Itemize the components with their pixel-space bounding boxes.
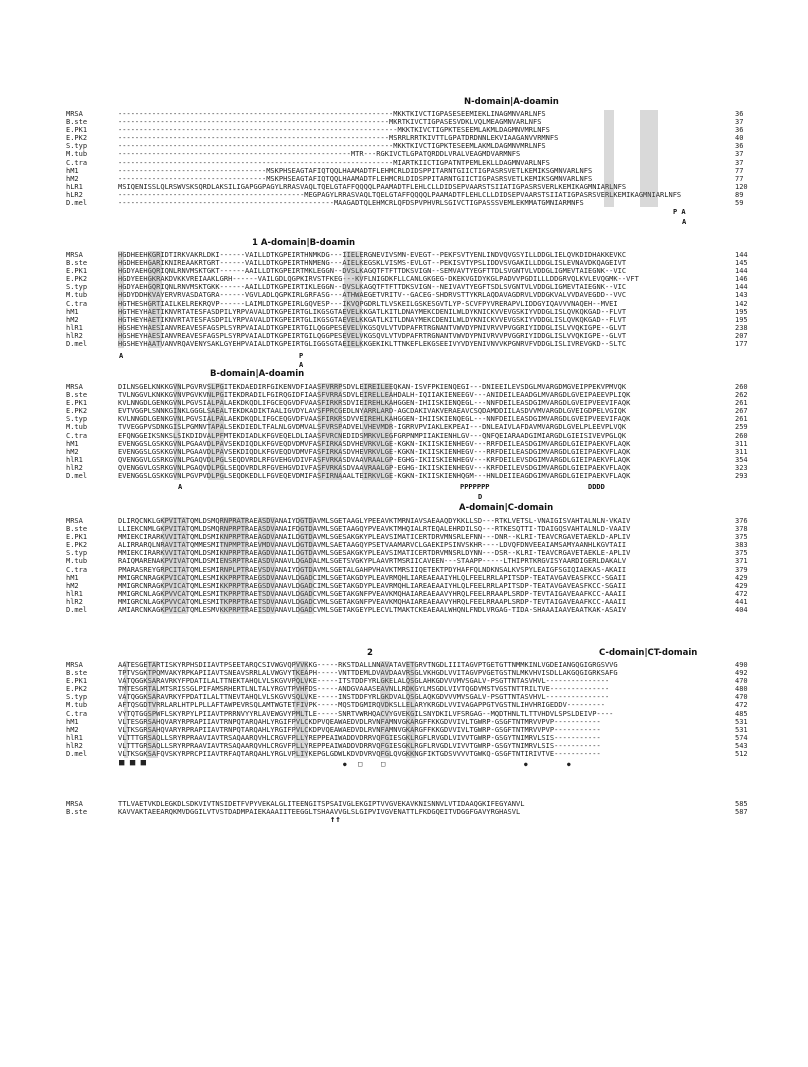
sequence-row xyxy=(66,291,756,299)
species-name: E.PK2 xyxy=(66,134,88,143)
sequence-row xyxy=(66,582,756,590)
residue-position: 59 xyxy=(735,199,744,208)
sequence-row xyxy=(66,440,756,448)
residue-position: 260 xyxy=(735,383,748,391)
sequence-text: ------------------------------------------------------------------MKKTKIVCTIGPKTESEEMLAKMLDAGMNVMRLNFS xyxy=(118,126,550,135)
alignment-rows xyxy=(66,251,756,348)
residue-position: 261 xyxy=(735,415,748,424)
species-name: hlR1 xyxy=(66,323,83,332)
alignment-block-1 xyxy=(66,110,756,207)
residue-position: 404 xyxy=(735,606,748,615)
sequence-row xyxy=(66,525,756,533)
species-name: B.ste xyxy=(66,808,88,817)
species-name: C.tra xyxy=(66,565,88,574)
residue-position: 195 xyxy=(735,307,748,316)
species-name: E.PK2 xyxy=(66,541,88,550)
site-marker: P A xyxy=(673,208,686,216)
sequence-text: EVENGGSLGSKKGVNLPGAAVDLPAVSEKDIQDLKFGVEQDVDMVFASFIRKASDVHEVRKVLGE-KGKN-IKIISKIENHEGV---RRFDEILEASDGIMVARGDLGIEIPAEKVFLAQK xyxy=(118,439,631,448)
sequence-row xyxy=(66,726,756,734)
sequence-row xyxy=(66,734,756,742)
species-name: hM1 xyxy=(66,307,79,316)
sequence-row xyxy=(66,407,756,415)
species-name: D.mel xyxy=(66,199,88,208)
sequence-row xyxy=(66,606,756,614)
filled-circle-marker: ● xyxy=(567,761,571,768)
sequence-text: HGSHEYHAESIANVREAVESFAGSPLSYRPVAIALDTKGPEIRTGILQGGPESEVELVKGSQVLVTVDPAFRTRGNANTVWVDYPNIVRVVPVGGRIYIDDGLISLVVQKIGPE--GLVT xyxy=(118,323,627,332)
species-name: MRSA xyxy=(66,383,83,391)
species-name: S.typ xyxy=(66,415,88,424)
species-name: S.typ xyxy=(66,283,88,292)
species-name: hlR1 xyxy=(66,455,83,464)
sequence-text: EVTVGGPLSNNKGINKLGGGLSAEALTEKDKADIKTAALIGVDYLAVSFPRCGEDLNYARRLARD-AGCDAKIVAKVERAEAVCSQDAMDDIILASDVVMVARGDLGVEIGDPELVGIQK xyxy=(118,407,627,416)
sequence-row xyxy=(66,517,756,525)
residue-position: 531 xyxy=(735,725,748,734)
sequence-row xyxy=(66,566,756,574)
sequence-text: AFTQSGDTVRRLARLHTPLPLLAFTAWPEVRSQLAMTWGTETFIVPK-----MQSTDGMIRQVDKSLLELARYKRGDLVVIVAGAPPGTVGSTNLIHVHRIGEDDV--------- xyxy=(118,701,605,710)
filled-square-marker: ■ ■ ■ xyxy=(119,758,147,768)
sequence-row xyxy=(66,259,756,267)
residue-position: 311 xyxy=(735,447,748,456)
species-name: hM2 xyxy=(66,581,79,590)
sequence-text: DLIRQCNKLGKPVITATQMLDSMQRNPRATRAEASDVANAIYDGTDAVMLSGETAAGLYPEEAVKTMRNIAVSAEAAQDYKKLLSD---RTKLVETSL-VNAIGISVAHTALNLN-VKAIV xyxy=(118,517,631,525)
sequence-text: VATQGGKSARAVRKYFPDATILALTTNEKTAHQLVLSKGVVPQLVKE-----ITSTDDFYRLGKELALQSGLAHKGDVVVMVSGALV-PSGTTNTASVHVL--------------- xyxy=(118,677,610,686)
residue-position: 470 xyxy=(735,677,748,686)
sequence-text: HGTHESHGRTIAILKELREKRQVP------LAIMLDTKGPEIRLGQVESP---IKVQPGDRLTLVSKEILGSKESGVTLYP-SCVFPYVRERAPVLIDDGYIQAVVVNAQEH--MVEI xyxy=(118,299,618,308)
sequence-row xyxy=(66,175,756,183)
sequence-row xyxy=(66,448,756,456)
species-name: M.tub xyxy=(66,150,88,159)
sequence-text: HGDYDDHKVAYERVRVASDATGRA------VGVLADLQGPKIRLGRFASG---ATHWAEGETVRITV--GACEG-SHDRVSTTYKRLAQDAVAGDRVLVDDGKVALVVDAVEGDD--VVC xyxy=(118,291,627,300)
species-name: E.PK1 xyxy=(66,399,88,408)
residue-position: 480 xyxy=(735,685,748,694)
sequence-text: KVLNNGDLGENKGVNLPGVSIALPALAEKDKQDLIFGCEQGVDFVAASFIRKRSDVIEIREHLKAHGGEN-IHIISKIENQEGL---NNFDEILEASDGIMVARGDLGVEIPVEEVIFAQK xyxy=(118,399,631,408)
site-marker: PPPPPPP xyxy=(460,483,490,491)
sequence-row xyxy=(66,167,756,175)
sequence-row xyxy=(66,183,756,191)
species-name: B.ste xyxy=(66,669,88,678)
residue-position: 378 xyxy=(735,525,748,534)
residue-position: 143 xyxy=(735,291,748,300)
species-name: M.tub xyxy=(66,291,88,300)
sequence-text: HGSHEYHAATVANVRQAVENYSAKLGYEHPVAIALDTKGPEIRTGLIGGSGTAEIELKKGEKIKLTTNKEFLEKGSEEIVYVDYENIVNVVKPGNRVFVDDGLISLIVREVGKD--SLTC xyxy=(118,340,627,349)
species-name: B.ste xyxy=(66,259,88,268)
domain-label-n-a: N-domain|A-doamin xyxy=(464,97,559,107)
site-marker: A xyxy=(119,352,124,360)
species-name: E.PK2 xyxy=(66,275,88,284)
residue-position: 145 xyxy=(735,259,748,268)
residue-position: 492 xyxy=(735,669,748,678)
residue-position: 195 xyxy=(735,315,748,324)
sequence-text: QVENGGVLGSRKGVNLPGAQVDLPGLSEQDVRDLRFGVEHGVDIVFASFVRKASDVAAVRAALGP-EGHG-IKIISKIENHEGV---KRFDEILEVSDGIMVARGDLGIEIPAEKVFLAQK xyxy=(118,455,631,464)
residue-position: 144 xyxy=(735,267,748,276)
species-name: hM2 xyxy=(66,174,79,183)
sequence-text: LLIEKCNMLGKPVITATQMLDSMQRNPRPTRAEASDVANAIFDGTDAVMLSGETAAGQYPVEAVKTMHQIALRTEQALEHRDILSQ---RTKESQTTI-TDAIGQSVAHTALNLD-VAAIV xyxy=(118,525,631,534)
sequence-text: VLTKSGKSAFQVSKYRPRCPIIAVTRFAQTARQAHLYRGLVPLIYKEPGLGDWLKDVDVRVQFGLQVGKKNGFIKTGDSVVVVTGWKQ-GSGFTNTIRIVTVE----------- xyxy=(118,750,601,759)
residue-position: 383 xyxy=(735,541,748,550)
residue-position: 77 xyxy=(735,174,744,183)
residue-position: 323 xyxy=(735,463,748,472)
sequence-row xyxy=(66,324,756,332)
species-name: S.typ xyxy=(66,142,88,151)
sequence-row xyxy=(66,549,756,557)
sequence-text: TVLNGGVLKNKKGVNVPGVKVNLPGITEKDRADILFGIRQGIDFIAASFVRRASDVLEIRELLEAHDALH-IQIIAKIENEEGV---ANIDEILEAADGLMVARGDLGVEIPAEEVPLIQK xyxy=(118,391,631,400)
sequence-row xyxy=(66,710,756,718)
sequence-text: ----------------------------------------------------------------MKRTKIVCTIGPASESVDKLVQLMEAGMNVARLNFS xyxy=(118,118,542,127)
residue-position: 543 xyxy=(735,741,748,750)
site-marker: ↑↑ xyxy=(330,815,341,825)
figure-number-label: 2 xyxy=(367,648,373,658)
species-name: B.ste xyxy=(66,391,88,400)
site-marker: A xyxy=(178,483,183,491)
species-name: M.tub xyxy=(66,423,88,432)
residue-position: 37 xyxy=(735,150,744,159)
residue-position: 354 xyxy=(735,455,748,464)
species-name: E.PK1 xyxy=(66,677,88,686)
residue-position: 177 xyxy=(735,340,748,349)
species-name: S.typ xyxy=(66,549,88,558)
residue-position: 371 xyxy=(735,557,748,566)
residue-position: 531 xyxy=(735,717,748,726)
species-name: MRSA xyxy=(66,251,83,259)
sequence-row xyxy=(66,399,756,407)
site-marker: A xyxy=(682,218,687,226)
residue-position: 512 xyxy=(735,750,748,759)
domain-label-a-b: 1 A-domain|B-doamin xyxy=(252,238,356,248)
sequence-row xyxy=(66,598,756,606)
species-name: C.tra xyxy=(66,299,88,308)
sequence-row xyxy=(66,800,756,808)
residue-position: 379 xyxy=(735,565,748,574)
sequence-text: HGDYAEHGQRIQNLRNVMSKTGKK------AAILLDTKGPEIRTIKLEGGN--DVSLKAGQTFTFTTDKSVIGN--NEIVAVTYEGFTSDLSVGNTVLVDDGLIGMEVTAIEGNK--VIC xyxy=(118,283,627,292)
sequence-text: PMARASREYGRPCITATQMLESMIRNPLPTRAEVSDVANAIYDGTDAVMLSGETALGAHPVHAVKTMRSIIQETEKTPDYHAFFQLNDKNSALKVSPYLEAIGFSGIQIAEKAS-AKAII xyxy=(118,565,627,574)
residue-position: 77 xyxy=(735,166,744,175)
sequence-row xyxy=(66,742,756,750)
alignment-block-6 xyxy=(66,800,756,816)
sequence-row xyxy=(66,685,756,693)
residue-position: 238 xyxy=(735,323,748,332)
sequence-row xyxy=(66,316,756,324)
sequence-text: ---------------------------------------------------MAAGADTQLEHMCRLQFDSPVPHVRLSGIVCTIGPASSSVEMLEKMMATGMNIARMNFS xyxy=(118,199,584,208)
sequence-row xyxy=(66,267,756,275)
sequence-text: RAIQMARENAKPVIVATQMLDSMIENSRPTRAEASDVANAVLDGADALMLSGETSVGKYPLAAVRTMSRIICAVEEN---STAAPP-----LTHIPRTKRGVISYAARDIGERLDAKALV xyxy=(118,557,627,566)
sequence-text: HGDYAEHGQRIQNLRNVMSKTGKT------AAILLDTKGPEIRTMKLEGGN--DVSLKAGQTFTFTTDKSVIGN--SEMVAVTYEGFTTDLSVGNTVLVDDGLIGMEVTAIEGNK--VIC xyxy=(118,267,627,276)
sequence-text: KAVVAKTAEEARQKMVDGGILVTVSTDADMPAIEKAAAIITEEGGLTSHAAVVGLSLGIPVIVGVENATTLFKDGQEITVDGGFGAVYRGHASVL xyxy=(118,808,521,817)
site-marker: A xyxy=(299,361,304,369)
sequence-row xyxy=(66,275,756,283)
sequence-text: TMTESGRTALMTSRISSGLPIFAMSRHERTLNLTALYRGVTPVHFDS-----ANDGVAAASEAVNLLRDKGYLMSGDLVIVTQGDVMSTVGSTNTTRILTVE-------------- xyxy=(118,685,610,694)
site-marker: D xyxy=(478,493,483,501)
sequence-text: KVLNNGDLGENKGVNLPGVSIALPALAEKDKQDLIFGCEQGVDFVAASFIRKRSDVVEIREHLKAHGGEN-IHIISKIENQEGL---NNFDEILEASDGIMVARGDLGVEIPVEEVIFAQK xyxy=(118,415,631,424)
species-name: D.mel xyxy=(66,340,88,349)
sequence-row xyxy=(66,533,756,541)
sequence-text: HGTHEYHAETIKNVRTATESFASDPILYRPVAVALDTKGPEIRTGLIKGSGTAEVELKKGATLKITLDNAYMEKCDENILWLDYKNICKVVEVGSKIYVDDGLISLQVKQKGAD--FLVT xyxy=(118,315,627,324)
species-name: hlR1 xyxy=(66,733,83,742)
residue-position: 261 xyxy=(735,399,748,408)
species-name: hlR2 xyxy=(66,597,83,606)
sequence-text: -----------------------------------------------------------------MKKTKIVCTIGPKTESEEMLAKMLDAGMNVMRLNFS xyxy=(118,142,546,151)
residue-position: 37 xyxy=(735,118,744,127)
species-name: hM1 xyxy=(66,439,79,448)
species-name: E.PK1 xyxy=(66,267,88,276)
sequence-row xyxy=(66,677,756,685)
residue-position: 490 xyxy=(735,661,748,669)
site-marker: DDDD xyxy=(588,483,605,491)
residue-position: 262 xyxy=(735,391,748,400)
sequence-text: MMIGRCNLAGKPVVCATQMLESMITKPRPTRAETSDVANAVLDGADCVMLSGETAKGNFPVEAVKMQHAIAREAEAAVYHRQLFEELRRAAPLSRDP-TEVTAIGAVEAAFKCC-AAAII xyxy=(118,597,627,606)
sequence-row xyxy=(66,118,756,126)
sequence-row xyxy=(66,126,756,134)
sequence-row xyxy=(66,415,756,423)
species-name: E.PK1 xyxy=(66,126,88,135)
alignment-rows xyxy=(66,110,756,207)
sequence-row xyxy=(66,718,756,726)
species-name: E.PK1 xyxy=(66,533,88,542)
residue-position: 260 xyxy=(735,431,748,440)
open-square-marker: □ xyxy=(358,760,363,768)
sequence-text: ----------------------------------------------------------------MSRRLRRTKIVTTLGPATDRDNNLEKVIAAGANVVRMNFS xyxy=(118,134,559,143)
sequence-row xyxy=(66,300,756,308)
sequence-text: HGDHEEHKGRIDTIRKVAKRLDKI------VAILLDTKGPEIRTHNMKDG---IIELERGNEVIVSMN-EVEGT--PEKFSVTYENLINDVQVGSYILLDDGLIELQVKDIDHAKKEVKC xyxy=(118,251,627,259)
residue-position: 207 xyxy=(735,331,748,340)
domain-label-a-c: A-domain|C-domain xyxy=(459,503,554,513)
residue-position: 142 xyxy=(735,299,748,308)
species-name: MRSA xyxy=(66,661,83,669)
sequence-row xyxy=(66,456,756,464)
domain-label-b-a: B-domain|A-doamin xyxy=(210,369,305,379)
sequence-row xyxy=(66,340,756,348)
species-name: M.tub xyxy=(66,701,88,710)
sequence-text: AATESGETARTISKYRPHSDIIAVTPSEETARQCSIVWGVQPVVKKG-----RKSTDALLNNAVATAVETGRVTNGDLIIITAGVPTGETGTTNMMKINLVGDEIANGQGIGRGSVVG xyxy=(118,661,618,669)
species-name: hM2 xyxy=(66,725,79,734)
sequence-text: VYTQTGGSPWFLSKYRPYLPIIAVTPRRNVYYRLAVEWGVYPMLTLE-----SNRTVWRHQACVYGVEKGILSNYDKILVFSRGAG--MQDTHNLTLTTVHDVLSPSLDEIVP---- xyxy=(118,709,614,718)
residue-position: 311 xyxy=(735,439,748,448)
alignment-block-2 xyxy=(66,251,756,348)
species-name: B.ste xyxy=(66,525,88,534)
residue-position: 120 xyxy=(735,182,748,191)
sequence-row xyxy=(66,159,756,167)
sequence-row xyxy=(66,808,756,816)
residue-position: 429 xyxy=(735,581,748,590)
sequence-row xyxy=(66,669,756,677)
sequence-text: HGDHEEHGARIKNIREAAKRTGRT------VAILLDTKGPEIRTHNMENG---AIELKEGSKLVISMS-EVLGT--PEKISVTYPSLIDDVSVGAKILLDDGLISLEVNAVDKQAGEIVT xyxy=(118,259,627,268)
sequence-text: EVENGGSLGSKKGVNLPGVPVDLPGLSEQDKEDLLFGVEQEVDMIFASFIRNAAALTEIRKVLGE-KGKN-IKIISKIENHQGM---HNLDEIIEAGDGIMVARGDLGIEIPAEKVFLAQK xyxy=(118,472,631,481)
species-name: D.mel xyxy=(66,472,88,481)
alignment-rows xyxy=(66,383,756,480)
residue-position: 144 xyxy=(735,251,748,259)
sequence-row xyxy=(66,191,756,199)
sequence-text: TTLVAETVKDLEGKDLSDKVIVTNSIDETFVPYVEKALGLITEENGITSPSAIVGLEKGIPTVVGVEKAVKNISNNVLVTIDAAQGKIFEGYANVL xyxy=(118,800,525,808)
sequence-text: VLTESGRSAHQVARYRPRAPIIAVTRNPQTARQAHLYRGIFPVLCKDPVQEAWAEDVDLRVNFAMNVGKARGFFKKGDVVIVLTGWRP-GSGFTNTMRVVPVP----------- xyxy=(118,717,601,726)
species-name: hlR2 xyxy=(66,741,83,750)
residue-position: 37 xyxy=(735,158,744,167)
residue-position: 470 xyxy=(735,693,748,702)
residue-position: 429 xyxy=(735,573,748,582)
sequence-row xyxy=(66,574,756,582)
residue-position: 40 xyxy=(735,134,744,143)
sequence-row xyxy=(66,199,756,207)
sequence-row xyxy=(66,283,756,291)
residue-position: 574 xyxy=(735,733,748,742)
sequence-text: VLTTTGRSAQLLSRYRPRAAVIAVTRSAQAARQVHLCRGVFPLLYREPPEAIWADDVDRRVQFGIESGKLRGFLRVGDLVIVVTGWRP-GSGYTNIMRVLSIS----------- xyxy=(118,741,601,750)
sequence-row xyxy=(66,332,756,340)
species-name: D.mel xyxy=(66,750,88,759)
sequence-row xyxy=(66,308,756,316)
sequence-text: HGDYEEHGKRAKDVKKVREIAAKLGRH------VAILGDLQGPKIRVSTFKEG---KVFLNIGDKFLLCANLGKGEG-DKEKVGIDYKGLPADVVPGDILLLDDGRVQLKVLEVQGMK--VFT xyxy=(118,275,639,284)
species-name: S.typ xyxy=(66,693,88,702)
alignment-rows xyxy=(66,800,756,816)
sequence-text: AMIARCNKAGKPVICATQMLESMVKKPRPTRAEISDVANAVLDGADCVMLSGETAKGEYPLECVLTMAKTCKEAEAALWHQNLFNDLVRGAG-TIDA-SHAAAIAAVEAATKAK-ASAIV xyxy=(118,606,627,615)
residue-position: 375 xyxy=(735,533,748,542)
sequence-row xyxy=(66,464,756,472)
species-name: hlR1 xyxy=(66,589,83,598)
sequence-text: TPTVSGKTPQMVAKYRPKAPIIAVTSNEAVSRRLALVWGVYTKEAPH-----VNTTDEMLDVAVDAAVRSGLVKHGDLVVITAGVPVGETGSTNLMKVHVISDLLAKGQGIGRKSAFG xyxy=(118,669,618,678)
filled-circle-marker: ● xyxy=(343,761,347,768)
species-name: hlR2 xyxy=(66,331,83,340)
sequence-row xyxy=(66,750,756,758)
residue-position: 36 xyxy=(735,142,744,151)
residue-position: 267 xyxy=(735,407,748,416)
sequence-text: -----------------------------------------------------------------MKKTKIVCTIGPASESEEMIEKLINAGMNVARLNFS xyxy=(118,110,546,118)
species-name: MRSA xyxy=(66,800,83,808)
species-name: C.tra xyxy=(66,709,88,718)
residue-position: 259 xyxy=(735,423,748,432)
residue-position: 144 xyxy=(735,283,748,292)
species-name: E.PK2 xyxy=(66,407,88,416)
residue-position: 89 xyxy=(735,190,744,199)
sequence-text: EVENGGSLGSKKGVNLPGAAVDLPAVSEKDIQDLKFGVEQDVDMVFASFIRKASDVHEVRKVLGE-KGKN-IKIISKIENHEGV---RRFDEILEASDGIMVARGDLGIEIPAEKVFLAQK xyxy=(118,447,631,456)
sequence-row xyxy=(66,142,756,150)
residue-position: 472 xyxy=(735,589,748,598)
sequence-text: HGTHEYHAETIKNVRTATESFASDPILYRPVAVALDTKGPEIRTGLIKGSGTAEVELKKGATLKITLDNAYMEKCDENILWLDYKNICKVVEVGSKIYVDDGLISLQVKQKGAD--FLVT xyxy=(118,307,627,316)
species-name: hM2 xyxy=(66,315,79,324)
sequence-text: MMIEKCIRARKVVITATQMLDSMIKNPRPTRAEAGDVANAILDGTDAVMLSGESAKGKYPLEAVSIMATICERTDRVMNSRLDYNN---DSR--KLRI-TEAVCRGAVETAEKLE-APLIV xyxy=(118,549,631,558)
sequence-text: --------------------------------------------MEGPAGYLRRASVAQLTQELGTAFFQQQQLPAAMADTFLEHLCLLDIDSEPVAARSTSIIATIGPASRSVERLKEMIKAGMNIARLNFS xyxy=(118,190,682,199)
sequence-text: ALIRRARQLNRAVITATQMMESMITNPMPTRAEVMDVANAVLDGTDAVMLSAETAAGQYPSETVAAMARVCLGAEKIPSINVSKHR----LDVQFDNVEEAIAMSAMYAANHLKGVTAII xyxy=(118,541,627,550)
residue-position: 293 xyxy=(735,472,748,481)
domain-label-c-ct: C-domain|CT-domain xyxy=(599,648,698,658)
filled-circle-marker: ● xyxy=(524,761,528,768)
sequence-row xyxy=(66,557,756,565)
sequence-row xyxy=(66,541,756,549)
residue-position: 472 xyxy=(735,701,748,710)
open-square-marker: □ xyxy=(381,760,386,768)
sequence-text: -----------------------------------------------------------------MIARTKIICTIGPATNTPEMLEKLLDAGMNVARLNFS xyxy=(118,158,550,167)
sequence-row xyxy=(66,590,756,598)
residue-position: 375 xyxy=(735,549,748,558)
species-name: MRSA xyxy=(66,517,83,525)
species-name: hM1 xyxy=(66,166,79,175)
species-name: M.tub xyxy=(66,557,88,566)
species-name: C.tra xyxy=(66,158,88,167)
sequence-text: -------------------------------------------------------MTR---RGKIVCTLGPATQRDDLVRALVEAGMDVARMNFS xyxy=(118,150,521,159)
species-name: hLR1 xyxy=(66,182,83,191)
sequence-text: QVENGGVLGSRKGVNLPGAQVDLPGLSEQDVRDLRFGVEHGVDIVFASFVRKASDVAAVRAALGP-EGHG-IKIISKIENHEGV---KRFDEILEVSDGIMVARGDLGIEIPAEKVFLAQK xyxy=(118,463,631,472)
sequence-text: EFQNGGEIKSNKSLSIKDIDVALPFMTEKDIADLKFGVEQELDLIAASFVRCNEDIDSMRKVLEGFGRPNMPIIAKIENHLGV---QNFQEIARAADGIMIARGDLGIEISIVEVPGLQK xyxy=(118,431,627,440)
species-name: E.PK2 xyxy=(66,685,88,694)
sequence-text: MSIQENISSLQLRSWVSKSQRDLAKSILIGAPGGPAGYLRRASVAQLTQELGTAFFQQQQLPAAMADTFLEHLCLLDIDSEPVAARSTSIIATIGPASRSVERLKEMIKAGMNIARLNFS xyxy=(118,182,627,191)
alignment-block-5 xyxy=(66,661,756,758)
residue-position: 585 xyxy=(735,800,748,808)
sequence-text: VLTKSGRSAHQVARYRPRAPIIAVTRNPQTARQAHLYRGIFPVLCKDPVQEAWAEDVDLRVNFAMNVGKARGFFKKGDVVIVLTGWRP-GSGFTNTMRVVPVP----------- xyxy=(118,725,601,734)
sequence-row xyxy=(66,391,756,399)
species-name: C.tra xyxy=(66,431,88,440)
sequence-text: MMIGRCNRAGKPVICATQMLESMIKKPRPTRAEGSDVANAVLDGADCIMLSGETAKGDYPLEAVRMQHLIAREAEAAIYHLQLFEELRRLAPITSDP-TEATAVGAVEASFKCC-SGAII xyxy=(118,573,627,582)
sequence-row xyxy=(66,134,756,142)
sequence-row xyxy=(66,472,756,480)
sequence-row xyxy=(66,110,756,118)
site-marker: P xyxy=(299,352,304,360)
species-name: hlR2 xyxy=(66,463,83,472)
residue-position: 485 xyxy=(735,709,748,718)
alignment-rows xyxy=(66,517,756,614)
sequence-text: MMIEKCIRARKVVITATQMLDSMIKNPRPTRAEAGDVANAILDGTDAVMLSGESAKGKYPLEAVSIMATICERTDRVMNSRLEFNN---DNR--KLRI-TEAVCRGAVETAEKLD-APLIV xyxy=(118,533,631,542)
sequence-row xyxy=(66,150,756,158)
species-name: MRSA xyxy=(66,110,83,118)
sequence-text: DILNSGELKNKKGVNLPGVRVSLPGITEKDAEDIRFGIKENVDFIAASFVRRPSDVLEIREILEEQKAN-ISVFPKIENQEGI---DNIEEILEVSDGLMVARGDMGVEIPPEKVPMVQK xyxy=(118,383,627,391)
species-name: hLR2 xyxy=(66,190,83,199)
sequence-row xyxy=(66,383,756,391)
alignment-block-4 xyxy=(66,517,756,614)
species-name: hM1 xyxy=(66,717,79,726)
alignment-block-3 xyxy=(66,383,756,480)
species-name: hM2 xyxy=(66,447,79,456)
sequence-text: VATQGGKSARAVRKYFPDATILALTTNEVTAHQLVLSKGVVSQLVKE-----INSTDDFYRLGKDVALQSGLAQKGDVVVMVSGALV-PSGTTNTASVHVL--------------- xyxy=(118,693,610,702)
sequence-text: VLTTTGRSAQLLSRYRPRAAVIAVTRSAQAARQVHLCRGVFPLLYREPPEAIWADDVDRRVQFGIESGKLRGFLRVGDLVIVVTGWRP-GSGYTNIMRVLSIS----------- xyxy=(118,733,601,742)
sequence-text: TVVEGGPVSDNKGISLPGMNVTAPALSEKDIEDLTFALNLGVDMVALSFVRSPADVELVHEVMDR-IGRRVPVIAKLEKPEAI---DNLEAIVLAFDAVMVARGDLGVELPLEEVPLVQK xyxy=(118,423,627,432)
sequence-row xyxy=(66,661,756,669)
sequence-text: -----------------------------------MSKPHSEAGTAFIQTQQLHAAMADTFLEHMCRLDIDSPPITARNTGIICTIGPASRSVETLKEMIKSGMNVARLNFS xyxy=(118,174,593,183)
species-name: D.mel xyxy=(66,606,88,615)
residue-position: 587 xyxy=(735,808,748,817)
residue-position: 36 xyxy=(735,126,744,135)
alignment-rows xyxy=(66,661,756,758)
sequence-row xyxy=(66,423,756,431)
residue-position: 36 xyxy=(735,110,744,118)
residue-position: 146 xyxy=(735,275,748,284)
sequence-text: HGSHEYHAESIANVREAVESFAGSPLSYRPVAIALDTKGPEIRTGILQGGPESEVELVKGSQVLVTVDPAFRTRGNANTVWVDYPNIVRVVPVGGRIYIDDGLISLVVQKIGPE--GLVT xyxy=(118,331,627,340)
sequence-row xyxy=(66,432,756,440)
residue-position: 376 xyxy=(735,517,748,525)
sequence-row xyxy=(66,251,756,259)
species-name: B.ste xyxy=(66,118,88,127)
sequence-text: MMIGRCNLAGKPVVCATQMLESMITKPRPTRAETSDVANAVLDGADCVMLSGETAKGNFPVEAVKMQHAIAREAEAAVYHRQLFEELRRAAPLSRDP-TEVTAIGAVEAAFKCC-AAAII xyxy=(118,589,627,598)
sequence-row xyxy=(66,701,756,709)
species-name: hM1 xyxy=(66,573,79,582)
sequence-text: -----------------------------------MSKPHSEAGTAFIQTQQLHAAMADTFLEHMCRLDIDSPPITARNTGIICTIGPASRSVETLKEMIKSGMNVARLNFS xyxy=(118,166,593,175)
residue-position: 441 xyxy=(735,597,748,606)
sequence-text: MMIGRCNRAGKPVICATQMLESMIKKPRPTRAEGSDVANAVLDGADCIMLSGETAKGDYPLEAVRMQHLIAREAEAAIYHLQLFEELRRLAPITSDP-TEATAVGAVEASFKCC-SGAII xyxy=(118,581,627,590)
sequence-row xyxy=(66,693,756,701)
